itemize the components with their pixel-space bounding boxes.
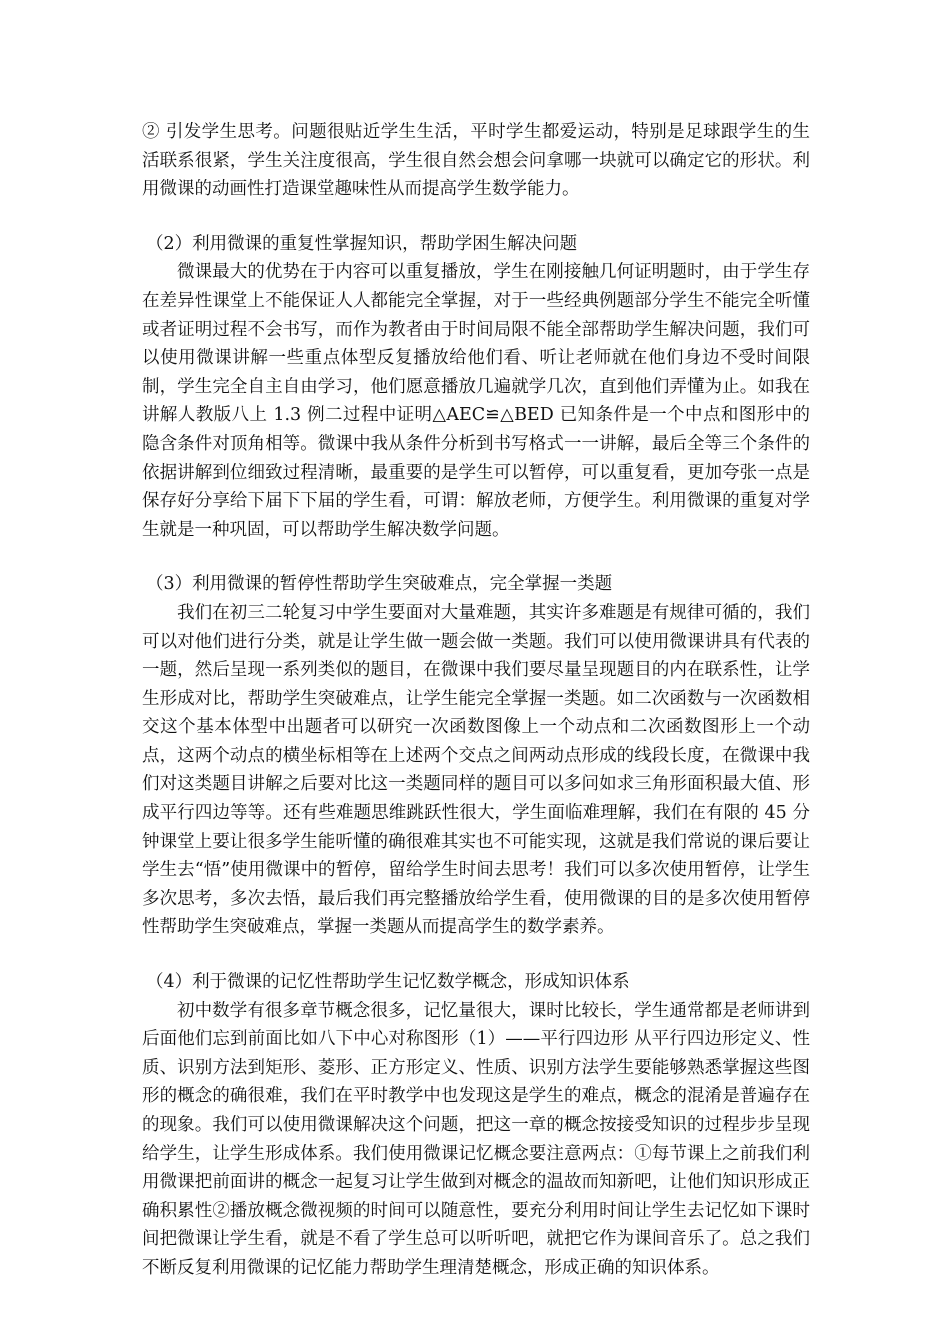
section-4-body: 初中数学有很多章节概念很多，记忆量很大，课时比较长，学生通常都是老师讲到后面他们忘到前面比如八下中心对称图形（1）——平行四边形 从平行四边形定义、性质、识别方法到矩形、菱形、正方形定义、性质、识别方法学生要能够熟悉掌握这些图形的概念的确很难，我们在平时教学中也发现这是学生的难点，概念的混淆是普遍存在的现象。我们可以使用微课解决这个问题，把这一章的概念按接受知识的过程步步呈现给学生，让学生形成体系。我们使用微课记忆概念要注意两点：①每节课上之前我们利用微课把前面讲的概念一起复习让学生做到对概念的温故而知新吧，让他们知识形成正确积累性②播放概念微视频的时间可以随意性，要充分利用时间让学生去记忆如下课时间把微课让学生看，就是不看了学生总可以听听吧，就把它作为课间音乐了。总之我们不断反复利用微课的记忆能力帮助学生理清楚概念，形成正确的知识体系。 [142, 1000, 810, 1278]
paragraph-gap [142, 204, 810, 230]
document-body [142, 118, 810, 1283]
section-3-heading: （3）利用微课的暂停性帮助学生突破难点，完全掌握一类题 [146, 574, 613, 595]
section-4-heading: （4）利于微课的记忆性帮助学生记忆数学概念，形成知识体系 [146, 972, 630, 993]
section-2-heading: （2）利用微课的重复性掌握知识，帮助学困生解决问题 [146, 233, 578, 254]
section-3-body: 我们在初三二轮复习中学生要面对大量难题，其实许多难题是有规律可循的，我们可以对他们进行分类，就是让学生做一题会做一类题。我们可以使用微课讲具有代表的一题，然后呈现一系列类似的题目，在微课中我们要尽量呈现题目的内在联系性，让学生形成对比，帮助学生突破难点，让学生能完全掌握一类题。如二次函数与一次函数相交这个基本体型中出题者可以研究一次函数图像上一个动点和二次函数图形上一个动点，这两个动点的横坐标相等在上述两个交点之间两动点形成的线段长度，在微课中我们对这类题目讲解之后要对比这一类题同样的题目可以多问如求三角形面积最大值、形成平行四边等等。还有些难题思维跳跃性很大，学生面临难理解，我们在有限的 45 分钟课堂上要让很多学生能听懂的确很难其实也不可能实现，这就是我们常说的课后要让学生去“悟”使用微课中的暂停，留给学生时间去思考！我们可以多次使用暂停，让学生多次思考，多次去悟，最后我们再完整播放给学生看，使用微课的目的是多次使用暂停性帮助学生突破难点，掌握一类题从而提高学生的数学素养。 [142, 602, 810, 938]
paragraph-gap [142, 942, 810, 968]
intro-paragraph: ② 引发学生思考。问题很贴近学生生活，平时学生都爱运动，特别是足球跟学生的生活联系很紧，学生关注度很高，学生很自然会想会问拿哪一块就可以确定它的形状。利用微课的动画性打造课堂趣味性从而提高学生数学能力。 [142, 122, 810, 200]
section-2-body: 微课最大的优势在于内容可以重复播放，学生在刚接触几何证明题时，由于学生存在差异性课堂上不能保证人人都能完全掌握，对于一些经典例题部分学生不能完全听懂或者证明过程不会书写，而作为教者由于时间局限不能全部帮助学生解决问题，我们可以使用微课讲解一些重点体型反复播放给他们看、听让老师就在他们身边不受时间限制，学生完全自主自由学习，他们愿意播放几遍就学几次，直到他们弄懂为止。如我在讲解人教版八上 1.3 例二过程中证明△AEC≌△BED 已知条件是一个中点和图形中的隐含条件对顶角相等。微课中我从条件分析到书写格式一一讲解，最后全等三个条件的依据讲解到位细致过程清晰，最重要的是学生可以暂停，可以重复看，更加夸张一点是保存好分享给下届下下届的学生看，可谓：解放老师，方便学生。利用微课的重复对学生就是一种巩固，可以帮助学生解决数学问题。 [142, 262, 810, 540]
paragraph-gap [142, 544, 810, 570]
